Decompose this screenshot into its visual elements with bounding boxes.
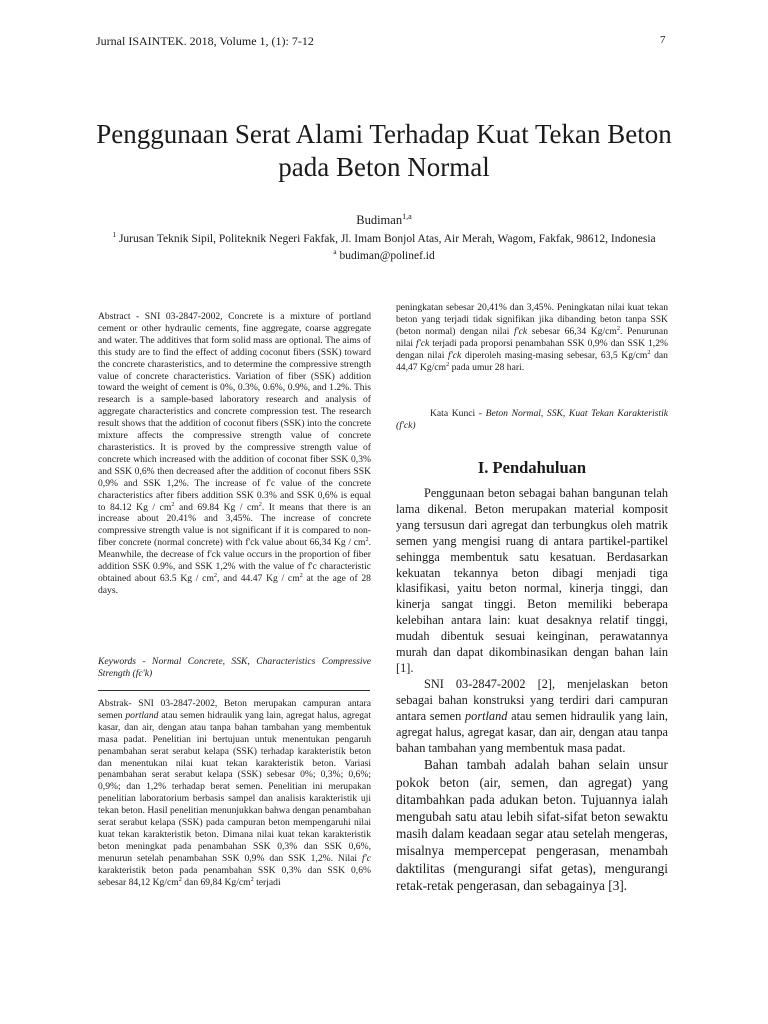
abstract-id-italic: portland (125, 709, 159, 721)
superscript: 2 (365, 536, 369, 544)
abstract-id-text: terjadi (253, 876, 281, 888)
author-name: Budiman (356, 213, 403, 227)
abstract-en-text: Abstract - SNI 03-2847-2002, Concrete is a mixture of portland cement or other hydraulic cements, fine aggregate, coarse aggregate and water. The additives that form solid mass are optional. The aims of this study are to find the effect of adding coconut fibers (SSK) toward the concrete charasteristics, and to determine the compressive strength value of concrete characteristics. Variation of fiber (SSK) addition toward the weight of cement is 0%, 0.3%, 0.6%, 0.9%, and 1.2%. This research is a sample-based laboratory research and analysis of aggregate characteristics and concrete compression test. The research result shows that the addition of coconut fibers (SSK) into the concrete mixture affects the compressive strength value of concrete charasteristics. It is proved by the compressive strength value of concrete which increased with the addition of coconat fiber SSK 0,3% and SSK 0,6% then decreased after the addition of coconut fibers SSK 0,9% and SSK 1,2%. The increase of f'c value of the concrete characteristics after fibers addition SSK 0.3% and SSK 0,6% is equal to 84.12 Kg / cm (98, 311, 371, 513)
abstract-id-text: dan 69,84 Kg/cm (181, 876, 251, 888)
title-line-1: Penggunaan Serat Alami Terhadap Kuat Tekan Beton (96, 119, 672, 149)
paper-title (60, 118, 708, 184)
body-italic: portland (465, 708, 508, 723)
superscript: 2 (258, 500, 262, 508)
kata-kunci-label: Kata Kunci - (430, 408, 486, 419)
body-text: atau semen hidraulik yang lain, agregat halus, agregat kasar, dan air, dengan atau tanpa bahan tambahan yang membentuk masa padat. (396, 708, 668, 755)
affiliation-mark: 1 (112, 230, 117, 240)
abstract-id-text: peningkatan sebesar 20,41% dan 3,45%. Peningkatan nilai kuat tekan beton yang terjadi tidak signifikan jika dibanding beton tanpa SSK (beton normal) dengan nilai (396, 302, 668, 337)
affiliation-block (0, 232, 768, 264)
body-paragraph-3: Bahan tambah adalah bahan selain unsur pokok beton (air, semen, dan agregat) yang ditambahkan pada adukan beton. Tujuannya ialah mengubah satu atau lebih sifat-sifat beton sewaktu masih dalam keadaan segar atau setelah mengeras, misalnya mempercepat pengerasan, menambah daktilitas (mengurangi sifat getas), mengurangi retak-retak pengerasan, dan sebagainya [3]. (396, 757, 668, 893)
body-paragraph-2 (396, 677, 668, 757)
kata-kunci-words: Beton Normal, SSK, Kuat Tekan Karakteristik (f'ck) (396, 408, 668, 431)
abstract-en-text: and 69.84 Kg / cm (174, 501, 259, 513)
superscript: 2 (647, 348, 651, 356)
abstract-indonesian-continued (396, 302, 668, 373)
abstract-id-text: Abstrak- SNI 03-2847-2002, Beton merupakan campuran antara semen (98, 698, 371, 721)
abstract-id-text: atau semen hidraulik yang lain, agregat halus, agregat kasar, dan air, dengan atau tanpa bahan tambahan yang membentuk masa padat. Penelitian ini bertujuan untuk menentukan pengaruh penambahan serat serabut kelapa (SSK) terhadap karakteristik beton dan menentukan nilai kuat tekan karakteristik beton. Variasi penambahan serat serabut kelapa (SSK) sebesar 0%; 0,3%; 0,6%; 0,9%; dan 1,2% terhadap berat semen. Penelitian ini merupakan penelitian laboratorium berbasis sampel dan analisis karakteristik uji tekan beton. Hasil penelitian menunjukkan bahwa dengan penambahan serat serabut kelapa (SSK) pada campuran beton mempengaruhi nilai kuat tekan karakteristik beton. Dimana nilai kuat tekan karakteristik beton meningkat pada penambahan SSK 0,3% dan SSK 0,6%, menurun setelah penambahan SSK 0,9% dan SSK 1,2%. Nilai (98, 709, 371, 864)
abstract-id-text: sebesar 66,34 Kg/cm (527, 325, 617, 337)
abstract-english (98, 311, 371, 597)
abstract-divider (98, 690, 370, 691)
author-line (0, 213, 768, 228)
abstract-en-text: at the age of 28 days. (98, 572, 371, 596)
abstract-en-text: . Meanwhile, the decrease of f'ck value occurs in the proportion of fiber addition SSK 0.9%, and SSK 1,2% with the value of f'c characteristic obtained about 63.5 Kg / cm (98, 537, 371, 584)
superscript: 2 (178, 875, 182, 883)
abstract-indonesian (98, 698, 371, 889)
superscript: 2 (299, 571, 303, 579)
email-mark: a (333, 247, 337, 257)
page-number: 7 (660, 34, 666, 46)
superscript: 2 (171, 500, 175, 508)
abstract-id-italic: f'c (362, 852, 371, 864)
abstract-id-text: terjadi pada proporsi penambahan SSK 0,9% dan SSK 1,2% dengan nilai (396, 337, 668, 361)
keywords-english: Keywords - Normal Concrete, SSK, Characteristics Compressive Strength (fc'k) (98, 656, 371, 679)
title-line-2: pada Beton Normal (278, 152, 490, 182)
email-line (0, 249, 768, 264)
abstract-en-text: , and 44.47 Kg / cm (217, 572, 300, 584)
abstract-id-italic: f'ck (448, 349, 462, 361)
abstract-id-italic: f'ck (513, 325, 528, 337)
author-email: budiman@polinef.id (336, 250, 435, 262)
affiliation-line (0, 232, 768, 247)
affiliation-text: Jurusan Teknik Sipil, Politeknik Negeri Fakfak, Jl. Imam Bonjol Atas, Air Merah, Wagom, Fakfak, 98612, Indonesia (116, 233, 656, 245)
abstract-id-text: dan 44,47 Kg/cm (396, 349, 668, 373)
section-heading: I. Pendahuluan (477, 458, 587, 477)
superscript: 2 (616, 324, 620, 332)
abstract-id-text: karakteristik beton pada penambahan SSK 0,3% dan SSK 0,6% sebesar 84,12 Kg/cm (98, 864, 371, 888)
abstract-id-text: pada umur 28 hari. (449, 361, 525, 373)
author-marks: 1,a (402, 211, 412, 221)
abstract-id-text: diperoleh masing-masing sebesar, 63,5 Kg/cm (461, 349, 648, 361)
abstract-en-text: . It means that there is an increase about 20.41% and 3,45%. The increase of concrete compressive strength value is not significant if it is compared to non-fiber concrete (normal concrete) with f'ck value about 66,34 Kg / cm (98, 501, 371, 549)
section-body (396, 486, 668, 894)
body-text: SNI 03-2847-2002 [2], menjelaskan beton sebagai bahan konstruksi yang terdiri dari campuran antara semen (396, 676, 668, 723)
kata-kunci (396, 408, 668, 432)
body-paragraph-1: Penggunaan beton sebagai bahan bangunan telah lama dikenal. Beton merupakan material komposit yang tersusun dari agregat dan terbungkus oleh matrik semen yang mengisi ruang di antara partikel-partikel sehingga membentuk satu kesatuan. Berdasarkan kekuatan tekannya beton dibagi menjadi tiga klasifikasi, yaitu beton normal, kinerja tinggi, dan kinerja sangat tinggi. Beton memiliki beberapa kelebihan antara lain: kuat desaknya relatif tinggi, mudah dibentuk sesuai keinginan, perawatannya murah dan dapat dikombinasikan dengan bahan lain [1]. (396, 486, 668, 675)
abstract-id-italic: f'ck (416, 337, 430, 349)
abstract-id-text: . Penurunan nilai (396, 325, 668, 349)
superscript: 2 (250, 875, 254, 883)
superscript: 2 (213, 571, 218, 579)
superscript: 2 (446, 360, 450, 368)
journal-header: Jurnal ISAINTEK. 2018, Volume 1, (1): 7-12 (96, 34, 314, 48)
